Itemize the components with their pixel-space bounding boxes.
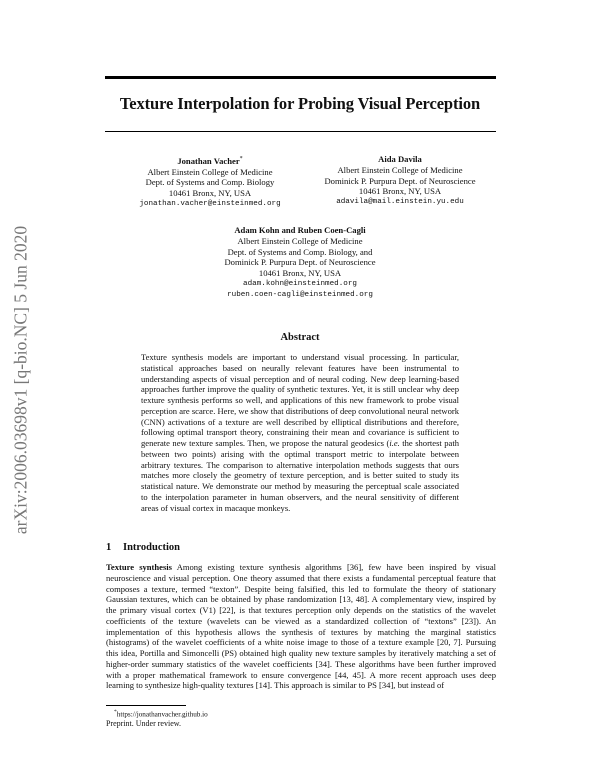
arxiv-sidebar — [6, 200, 36, 560]
author-email[interactable]: ruben.coen-cagli@einsteinmed.org — [227, 290, 373, 299]
author-email[interactable]: jonathan.vacher@einsteinmed.org — [139, 200, 281, 209]
arxiv-identifier[interactable]: arXiv:2006.03698v1 [q-bio.NC] 5 Jun 2020 — [10, 225, 31, 535]
footnote-marker: * — [239, 156, 243, 162]
footnote: *https://jonathanvacher.github.io — [114, 709, 208, 719]
title-rule-bottom — [105, 131, 496, 132]
author-email[interactable]: adam.kohn@einsteinmed.org — [243, 279, 357, 288]
preprint-notice: Preprint. Under review. — [106, 719, 182, 728]
paper-title: Texture Interpolation for Probing Visual Perception — [119, 94, 481, 113]
section-title: Introduction — [123, 542, 180, 553]
abstract-heading: Abstract — [280, 332, 320, 343]
affiliation-line: Dept. of Systems and Comp. Biology — [145, 177, 275, 188]
abstract-text: Texture synthesis models are important to understand visual processing. In particular, statistical approaches based on neurally relevant features have been instrumental to understanding aspects of visual perception and of neural coding. New deep learning-based approaches further improve the quality of synthetic textures. Yet, it is still unclear why deep texture synthesis performs so well, and applications of this new framework to probe visual perception are scarce. Here, we show that distributions of deep convolutional neural network (CNN) activations of a texture are well described by elliptical distributions and therefore, following optimal transport theory, constraining their mean and covariance is sufficient to generate new texture samples. Then, we propose the natural geodesics (i.e. the shortest path between two points) arising with the optimal transport metric to interpolate between arbitrary textures. The comparison to alternative interpolation methods suggests that ours matches more closely the geometry of texture perception, and is better suited to study its statistical nature. We demonstrate our method by measuring the perceptual scale associated to the interpolation parameter in human observers, and the neural sensitivity of different areas of visual cortex in macaque monkeys. — [141, 352, 460, 513]
affiliation-line: Dominick P. Purpura Dept. of Neuroscience — [324, 175, 476, 186]
author-block-vacher — [110, 154, 310, 210]
author-name: Aida Davila — [378, 154, 422, 164]
introduction-paragraph: Texture synthesis Among existing texture synthesis algorithms [36], few have been inspired by visual neuroscience and visual perception. One theory assumed that there exists a fundamental perceptual feature that composes a texture, termed “texton”. Despite being falsified, this led to formulate the theory of stationary Gaussian textures, which can be obtained by phase randomization [13, 48]. A complementary view, inspired by the primary visual cortex (V1) [22], is that textures perception only depends on the statistics of the wavelet coefficients of the texture (wavelets can be viewed as a standardized collection of “textons” [23]). An implementation of this hypothesis allows the synthesis of textures by matching the marginal statistics (histograms) of the wavelet coefficients of a white noise image to those of a texture example [20, 7]. Pursuing this idea, Portilla and Simoncelli (PS) obtained high quality new texture samples by iteratively matching a set of higher-order summary statistics of the wavelet coefficients [34]. These algorithms have been further improved with a proper mathematical framework to ensure convergence [44, 45]. A more recent approach uses deep learning to synthesize high-quality textures [14]. This approach is similar to PS [34], but instead of — [106, 562, 496, 691]
section-heading — [106, 542, 180, 553]
affiliation-line: Dept. of Systems and Comp. Biology, and — [227, 246, 373, 257]
affiliation-line: 10461 Bronx, NY, USA — [258, 268, 342, 279]
author-block-kohn-coen-cagli — [190, 225, 410, 301]
author-name: Adam Kohn and Ruben Coen-Cagli — [234, 225, 366, 235]
affiliation-line: Albert Einstein College of Medicine — [237, 235, 363, 246]
affiliation-line: Albert Einstein College of Medicine — [147, 166, 273, 177]
paragraph-lead: Texture synthesis — [106, 562, 172, 572]
affiliation-line: Albert Einstein College of Medicine — [337, 164, 463, 175]
author-email[interactable]: adavila@mail.einstein.yu.edu — [336, 198, 464, 207]
footnote-rule — [106, 705, 186, 706]
affiliation-line: 10461 Bronx, NY, USA — [168, 188, 252, 199]
affiliation-line: 10461 Bronx, NY, USA — [358, 186, 442, 197]
title-rule-top — [105, 76, 496, 79]
section-number: 1 — [106, 542, 112, 553]
affiliation-line: Dominick P. Purpura Dept. of Neuroscience — [224, 257, 376, 268]
footnote-link[interactable]: https://jonathanvacher.github.io — [116, 710, 208, 719]
author-name: Jonathan Vacher* — [177, 155, 243, 166]
author-block-davila — [290, 154, 510, 208]
